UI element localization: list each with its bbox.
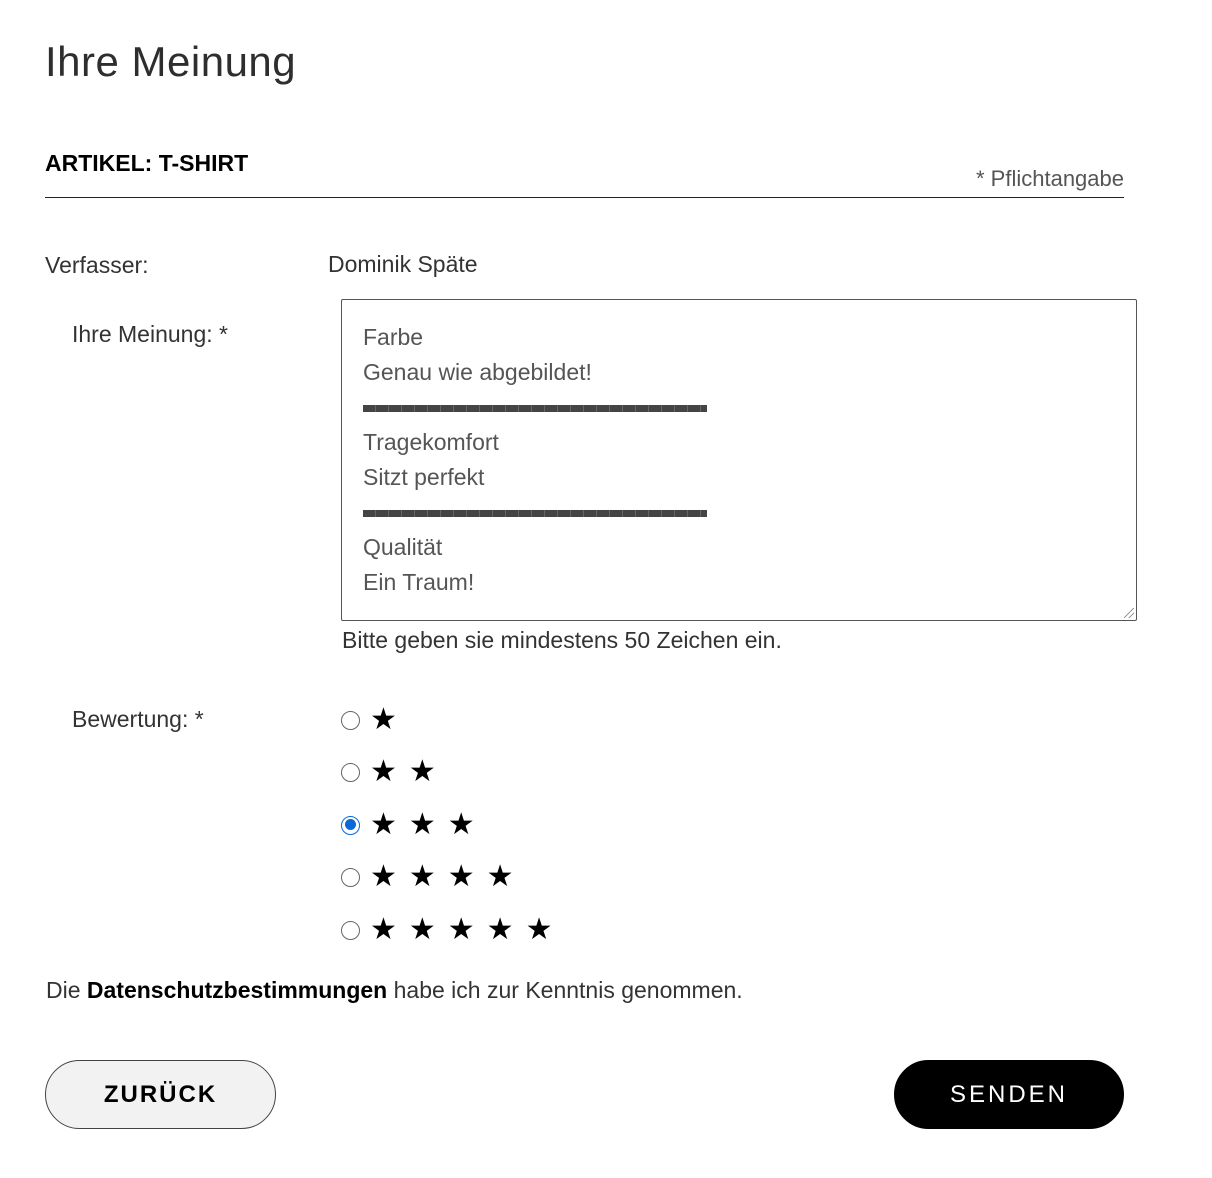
star-icon: ★ [370, 702, 409, 737]
opinion-line: Qualität [363, 534, 443, 560]
header-divider [45, 197, 1124, 198]
privacy-policy-link[interactable]: Datenschutzbestimmungen [86, 977, 388, 1003]
opinion-line: Farbe [363, 324, 424, 350]
rating-radio[interactable] [341, 868, 360, 887]
star-icon: ★★★ [370, 807, 487, 842]
privacy-suffix: habe ich zur Kenntnis genommen. [393, 977, 743, 1003]
rating-label: Bewertung: * [72, 706, 204, 732]
min-length-hint: Bitte geben sie mindestens 50 Zeichen ein. [342, 627, 782, 653]
rating-radio[interactable] [341, 816, 360, 835]
opinion-line: Genau wie abgebildet! [363, 359, 592, 385]
required-note: * Pflichtangabe [976, 166, 1124, 191]
rating-radio[interactable] [341, 711, 360, 730]
rating-option-5[interactable] [341, 912, 565, 947]
star-icon: ★★★★ [370, 859, 526, 894]
star-icon: ★★★★★ [370, 912, 565, 947]
privacy-prefix: Die [46, 977, 81, 1003]
submit-button[interactable]: SENDEN [894, 1060, 1124, 1129]
page-title: Ihre Meinung [45, 38, 297, 85]
privacy-notice [46, 977, 743, 1004]
opinion-line: Sitzt perfekt [363, 464, 485, 490]
opinion-separator [363, 495, 1115, 530]
rating-option-2[interactable] [341, 754, 448, 789]
star-icon: ★★ [370, 754, 448, 789]
opinion-label: Ihre Meinung: * [72, 321, 228, 347]
opinion-textarea[interactable] [341, 299, 1137, 621]
resize-handle[interactable] [1124, 608, 1134, 618]
rating-option-3[interactable] [341, 807, 487, 842]
back-button[interactable]: ZURÜCK [45, 1060, 276, 1129]
rating-option-4[interactable] [341, 859, 526, 894]
opinion-separator [363, 390, 1115, 425]
rating-radio[interactable] [341, 763, 360, 782]
rating-option-1[interactable] [341, 702, 409, 737]
rating-radio[interactable] [341, 921, 360, 940]
author-label: Verfasser: [45, 252, 149, 278]
opinion-line: Tragekomfort [363, 429, 499, 455]
author-value: Dominik Späte [328, 251, 478, 277]
opinion-line: Ein Traum! [363, 569, 475, 595]
article-label: ARTIKEL: T-SHIRT [45, 150, 249, 176]
